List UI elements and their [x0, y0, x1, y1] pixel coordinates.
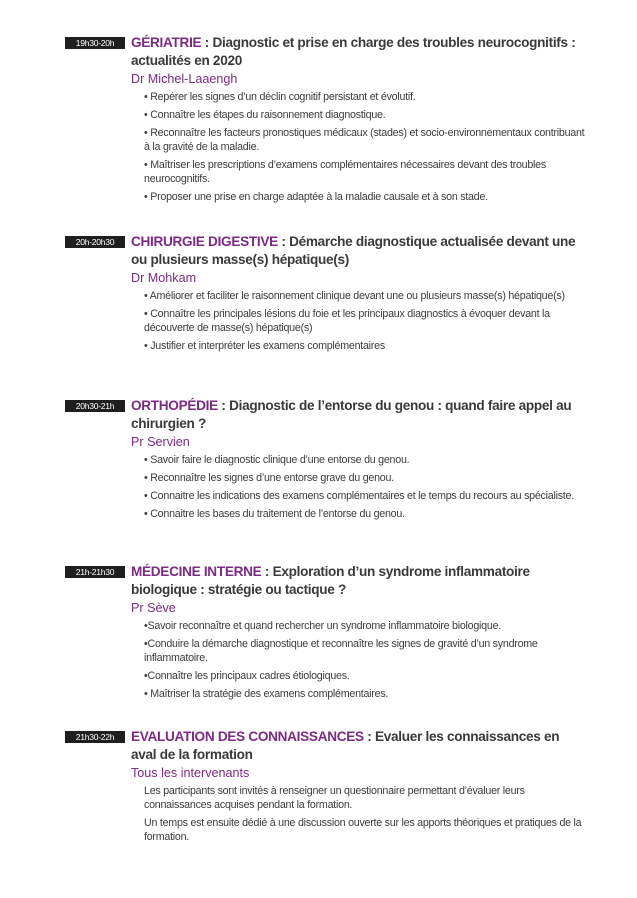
objectives-list: [144, 289, 585, 353]
title-separator: :: [277, 234, 290, 249]
time-badge: 20h-20h30: [65, 236, 125, 248]
session-title: [131, 34, 585, 70]
list-item: • Maîtriser la stratégie des examens complémentaires.: [144, 688, 389, 700]
description-list: [144, 784, 585, 844]
list-item: • Proposer une prise en charge adaptée à la maladie causale et à son stade.: [144, 191, 488, 203]
specialty-label: MÉDECINE INTERNE: [131, 564, 262, 579]
list-item: •Savoir reconnaître et quand rechercher un syndrome inflammatoire biologique.: [144, 620, 501, 632]
session-chirurgie-digestive: [65, 233, 585, 357]
list-item: • Repérer les signes d’un déclin cognitif persistant et évolutif.: [144, 91, 416, 103]
time-badge: 21h30-22h: [65, 731, 125, 743]
speaker-name: Dr Michel-Laaengh: [131, 72, 238, 86]
title-separator: :: [217, 398, 230, 413]
title-separator: :: [363, 729, 375, 744]
title-separator: :: [201, 35, 213, 50]
title-text: Diagnostic de l’entorse du genou : quand faire appel au chirurgien ?: [131, 398, 572, 431]
title-text: Démarche diagnostique actualisée devant une ou plusieurs masse(s) hépatique(s): [131, 234, 576, 267]
session-orthopedie: [65, 397, 585, 525]
list-item: • Connaître les étapes du raisonnement diagnostique.: [144, 109, 386, 121]
title-text: Exploration d’un syndrome inflammatoire biologique : stratégie ou tactique ?: [131, 564, 530, 597]
session-title: [131, 563, 585, 599]
title-separator: :: [261, 564, 273, 579]
specialty-label: CHIRURGIE DIGESTIVE: [131, 234, 278, 249]
paragraph: Les participants sont invités à renseigner un questionnaire permettant d’évaluer leurs connaissances acquises pendant la formation.: [144, 785, 525, 811]
list-item: •Conduire la démarche diagnostique et reconnaître les signes de gravité d’un syndrome inflammatoire.: [144, 638, 538, 664]
paragraph: Un temps est ensuite dédié à une discussion ouverte sur les apports théoriques et pratiques de la formation.: [144, 817, 582, 843]
list-item: •Connaître les principaux cadres étiologiques.: [144, 670, 350, 682]
session-medecine-interne: [65, 563, 585, 705]
list-item: • Améliorer et faciliter le raisonnement clinique devant une ou plusieurs masse(s) hépatique(s): [144, 290, 565, 302]
specialty-label: ORTHOPÉDIE: [131, 398, 218, 413]
time-badge: 21h-21h30: [65, 566, 125, 578]
list-item: • Justifier et interpréter les examens complémentaires: [144, 340, 385, 352]
time-badge: 20h30-21h: [65, 400, 125, 412]
session-title: [131, 233, 585, 269]
list-item: • Connaitre les indications des examens complémentaires et le temps du recours au spécialiste.: [144, 490, 574, 502]
objectives-list: [144, 619, 585, 701]
session-title: [131, 728, 585, 764]
list-item: • Reconnaître les facteurs pronostiques médicaux (stades) et socio-environnementaux contribuant à la gravité de la maladie.: [144, 127, 585, 153]
title-text: Diagnostic et prise en charge des troubles neurocognitifs : actualités en 2020: [131, 35, 576, 68]
list-item: • Connaitre les bases du traitement de l’entorse du genou.: [144, 508, 405, 520]
session-geriatrie: [65, 34, 585, 208]
session-evaluation: [65, 728, 585, 848]
speaker-name: Pr Servien: [131, 435, 190, 449]
specialty-label: EVALUATION DES CONNAISSANCES: [131, 729, 364, 744]
speaker-name: Pr Sève: [131, 601, 176, 615]
list-item: • Connaître les principales lésions du foie et les principaux diagnostics à évoquer devant la découverte de masse(s) hépatique(s): [144, 308, 550, 334]
list-item: • Reconnaître les signes d’une entorse grave du genou.: [144, 472, 394, 484]
speaker-name: Dr Mohkam: [131, 271, 197, 285]
title-text: Evaluer les connaissances en aval de la formation: [131, 729, 560, 762]
session-title: [131, 397, 585, 433]
speaker-name: Tous les intervenants: [131, 766, 250, 780]
objectives-list: [144, 453, 585, 521]
list-item: • Maîtriser les prescriptions d’examens complémentaires nécessaires devant des troubles neurocognitifs.: [144, 159, 546, 185]
time-badge: 19h30-20h: [65, 37, 125, 49]
objectives-list: [144, 90, 585, 204]
specialty-label: GÉRIATRIE: [131, 35, 202, 50]
list-item: • Savoir faire le diagnostic clinique d’une entorse du genou.: [144, 454, 410, 466]
